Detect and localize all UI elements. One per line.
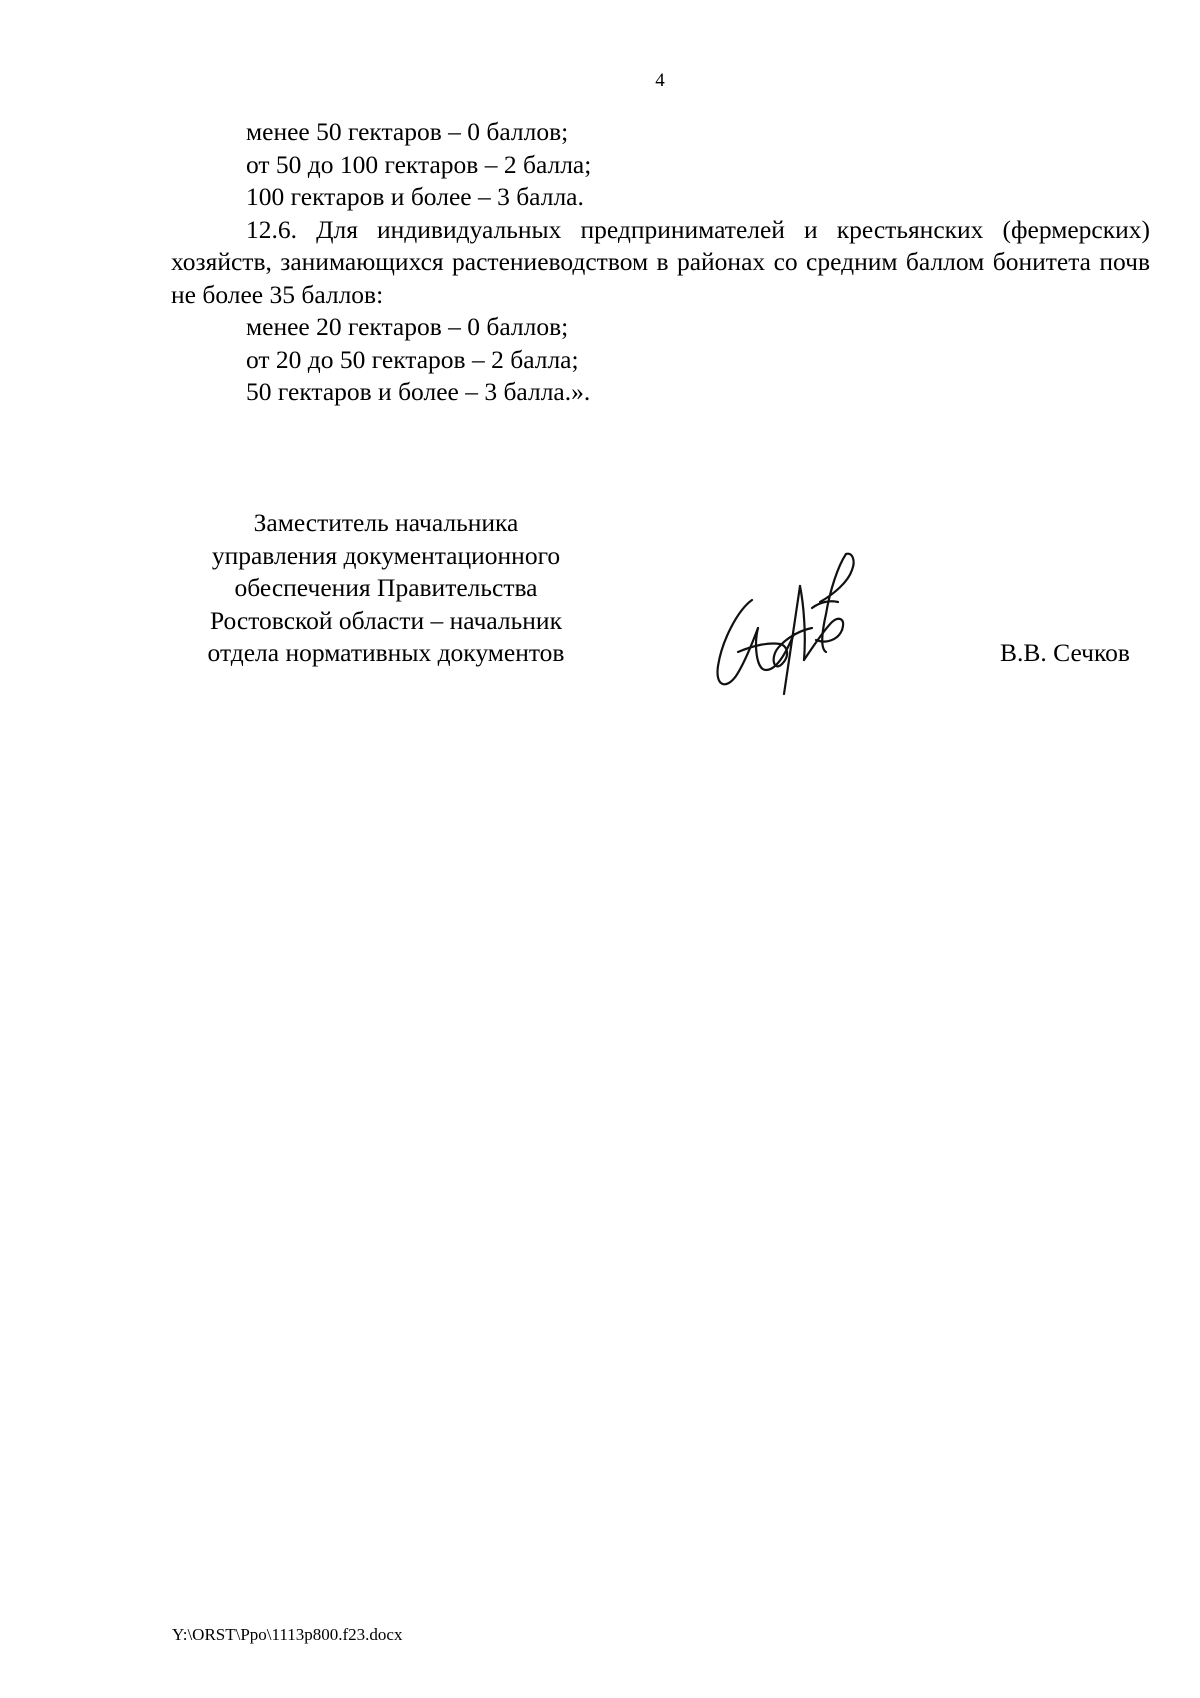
rule-line: 100 гектаров и более – 3 балла. [246, 182, 584, 211]
page-number: 4 [655, 70, 665, 91]
signer-name: В.В. Сечков [1000, 638, 1130, 667]
rule-line: менее 50 гектаров – 0 баллов; [246, 117, 569, 146]
paragraph-12-6: 12.6. Для индивидуальных предпринимателей и крестьянских (фермерских) хозяйств, занимающихся растениеводством в районах со средним баллом бонитета почв не более 35 баллов: [171, 214, 1150, 309]
file-path: Y:\ORST\Ppo\1113p800.f23.docx [172, 1625, 403, 1644]
handwritten-signature [708, 548, 863, 696]
signatory-title-line: обеспечения Правительства [234, 573, 538, 602]
body-text [171, 116, 1150, 409]
rule-line: 50 гектаров и более – 3 балла.». [246, 377, 591, 406]
signatory-title [170, 507, 602, 670]
signatory-title-line: Заместитель начальника [253, 508, 519, 537]
signatory-title-line: отдела нормативных документов [207, 638, 565, 667]
rule-line: от 20 до 50 гектаров – 2 балла; [246, 344, 579, 374]
signatory-title-line: Ростовской области – начальник [210, 605, 562, 635]
rule-line: менее 20 гектаров – 0 баллов; [246, 312, 569, 341]
signatory-title-line: управления документационного [211, 540, 561, 570]
rule-line: от 50 до 100 гектаров – 2 балла; [246, 149, 592, 179]
